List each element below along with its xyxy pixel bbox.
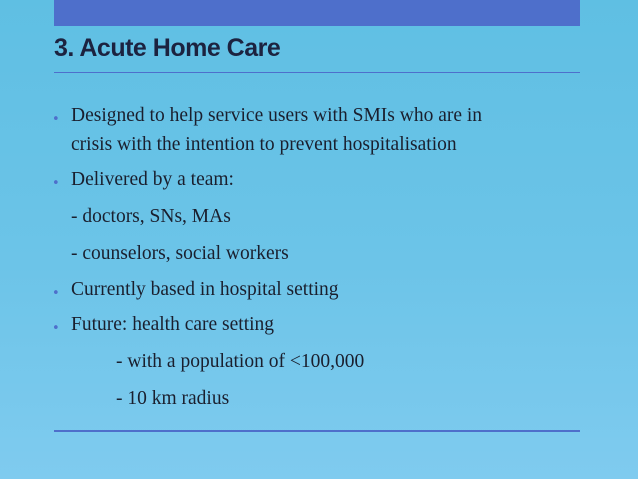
header-band — [54, 0, 580, 26]
sub-item-text: - 10 km radius — [116, 388, 230, 409]
bullet-icon: • — [52, 286, 60, 301]
bullet-icon: • — [52, 321, 60, 336]
footer-divider — [54, 430, 580, 432]
bullet-text: Future: health care setting — [71, 314, 275, 335]
bullet-text: Delivered by a team: — [71, 169, 234, 190]
title-divider — [54, 72, 580, 73]
slide-title: 3. Acute Home Care — [54, 34, 281, 62]
sub-item-text: - counselors, social workers — [71, 243, 289, 264]
bullet-icon: • — [52, 112, 60, 127]
bullet-text: Designed to help service users with SMIs who are in — [71, 105, 483, 126]
bullet-icon: • — [52, 176, 60, 191]
bullet-text: crisis with the intention to prevent hospitalisation — [71, 134, 457, 155]
sub-item-text: - with a population of <100,000 — [116, 351, 365, 372]
sub-item-text: - doctors, SNs, MAs — [71, 206, 231, 227]
bullet-text: Currently based in hospital setting — [71, 279, 339, 300]
